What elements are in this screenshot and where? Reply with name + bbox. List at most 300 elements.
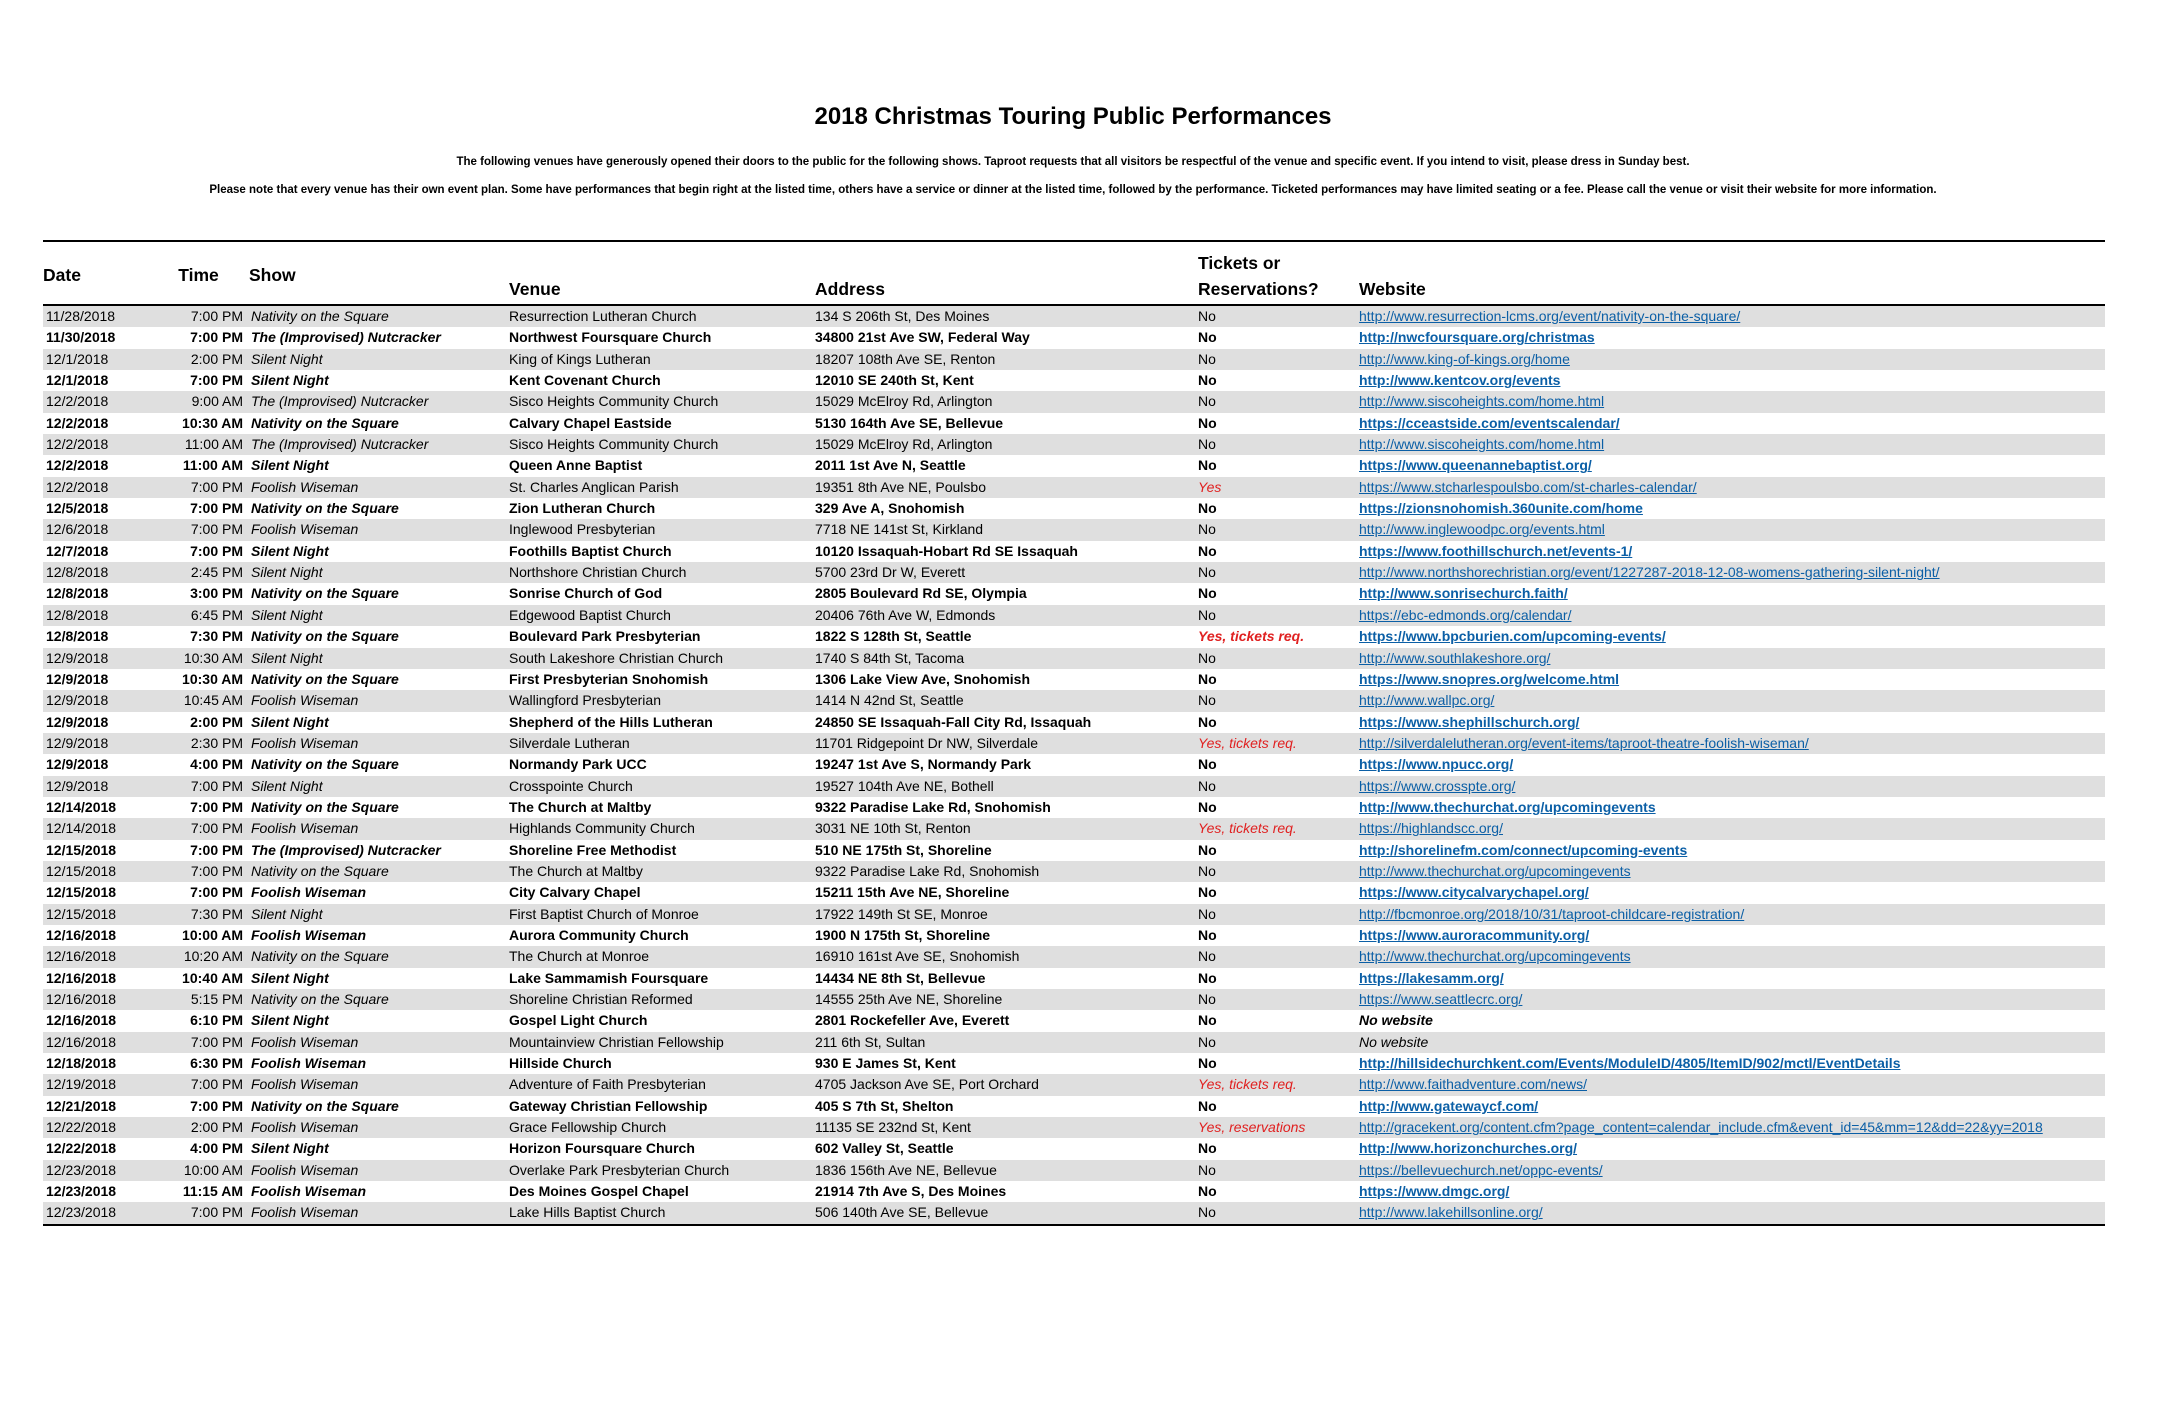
tickets-cell: No [1198, 436, 1216, 453]
tickets-cell: No [1198, 862, 1216, 879]
show-cell: Silent Night [251, 350, 323, 367]
website-link[interactable]: http://www.faithadventure.com/news/ [1359, 1076, 1587, 1093]
header-date-label: Date [43, 265, 81, 285]
show-cell: Silent Night [251, 777, 323, 794]
show-cell: Foolish Wiseman [251, 1119, 359, 1136]
address-cell: 5700 23rd Dr W, Everett [815, 564, 966, 581]
venue-cell: Lake Hills Baptist Church [509, 1204, 666, 1221]
table-row [43, 1053, 2105, 1074]
tickets-cell: No [1198, 414, 1217, 431]
venue-cell: Sonrise Church of God [509, 585, 663, 602]
website-link[interactable]: http://www.resurrection-lcms.org/event/nativity-on-the-square/ [1359, 308, 1741, 324]
show-cell: Foolish Wiseman [251, 1183, 367, 1200]
time-cell: 10:40 AM [182, 969, 243, 986]
venue-cell: The Church at Maltby [509, 798, 652, 815]
time-cell: 10:20 AM [183, 948, 243, 965]
table-row [43, 1010, 2105, 1031]
table-row [43, 690, 2105, 711]
table-row [43, 455, 2105, 476]
date-cell: 12/16/2018 [46, 969, 117, 986]
website-cell [1359, 733, 2105, 754]
website-cell [1359, 1160, 2105, 1181]
website-cell [1359, 327, 2105, 348]
website-link[interactable]: https://bellevuechurch.net/oppc-events/ [1359, 1161, 1603, 1178]
time-cell: 10:00 AM [183, 1161, 243, 1178]
header-show [249, 241, 509, 305]
venue-cell: First Presbyterian Snohomish [509, 670, 709, 687]
website-link[interactable]: https://www.seattlecrc.org/ [1359, 991, 1523, 1007]
website-link[interactable]: https://www.npucc.org/ [1359, 756, 1514, 773]
show-cell: Nativity on the Square [251, 500, 399, 517]
website-cell [1359, 861, 2105, 882]
show-cell: Nativity on the Square [251, 585, 399, 602]
date-cell: 12/15/2018 [46, 905, 117, 922]
date-cell: 12/8/2018 [46, 585, 109, 602]
tickets-cell: Yes, reservations [1198, 1119, 1306, 1136]
date-cell: 11/28/2018 [46, 308, 116, 324]
time-cell: 7:00 PM [190, 478, 243, 495]
website-cell [1359, 818, 2105, 839]
time-cell: 10:30 AM [183, 649, 243, 666]
website-link[interactable]: http://www.wallpc.org/ [1359, 692, 1495, 709]
date-cell: 12/9/2018 [46, 713, 109, 730]
venue-cell: Northwest Foursquare Church [509, 329, 712, 346]
tickets-cell: No [1198, 1097, 1217, 1114]
address-cell: 14555 25th Ave NE, Shoreline [815, 991, 1003, 1007]
time-cell: 6:10 PM [190, 1012, 243, 1029]
table-row [43, 925, 2105, 946]
date-cell: 12/8/2018 [46, 606, 109, 623]
performances-table-container [43, 240, 2105, 1226]
header-date [43, 241, 148, 305]
show-cell: Foolish Wiseman [251, 1204, 359, 1221]
table-row [43, 733, 2105, 754]
venue-cell: Boulevard Park Presbyterian [509, 628, 701, 645]
time-cell: 5:15 PM [190, 991, 243, 1007]
performances-table [43, 240, 2105, 1226]
show-cell: Nativity on the Square [251, 862, 389, 879]
website-cell [1359, 605, 2105, 626]
time-cell: 7:00 PM [190, 1033, 243, 1050]
show-cell: Foolish Wiseman [251, 1055, 367, 1072]
table-row [43, 669, 2105, 690]
website-cell [1359, 349, 2105, 370]
tickets-cell: No [1198, 905, 1216, 922]
website-cell [1359, 1138, 2105, 1159]
page-title: 2018 Christmas Touring Public Performances [814, 103, 1332, 130]
tickets-cell: No [1198, 969, 1217, 986]
address-cell: 1740 S 84th St, Tacoma [815, 649, 965, 666]
show-cell: Nativity on the Square [251, 670, 399, 687]
table-row [43, 562, 2105, 583]
address-cell: 21914 7th Ave S, Des Moines [815, 1183, 1007, 1200]
date-cell: 12/9/2018 [46, 777, 109, 794]
venue-cell: Kent Covenant Church [509, 372, 661, 389]
address-cell: 15029 McElroy Rd, Arlington [815, 393, 993, 410]
table-row [43, 968, 2105, 989]
website-link[interactable]: https://www.citycalvarychapel.org/ [1359, 884, 1589, 901]
website-link[interactable]: http://fbcmonroe.org/2018/10/31/taproot-childcare-registration/ [1359, 905, 1745, 922]
time-cell: 7:00 PM [190, 1204, 243, 1221]
time-cell: 11:00 AM [184, 436, 243, 453]
venue-cell: City Calvary Chapel [509, 884, 641, 901]
tickets-cell: No [1198, 350, 1216, 367]
table-row [43, 1202, 2105, 1224]
venue-cell: Shoreline Free Methodist [509, 841, 677, 858]
website-cell: No website [1359, 1033, 1429, 1050]
tickets-cell: Yes, tickets req. [1198, 820, 1297, 837]
time-cell: 7:30 PM [190, 905, 243, 922]
venue-cell: Horizon Foursquare Church [509, 1140, 695, 1157]
website-link[interactable]: https://highlandscc.org/ [1359, 820, 1503, 837]
address-cell: 3031 NE 10th St, Renton [815, 820, 971, 837]
venue-cell: First Baptist Church of Monroe [509, 905, 699, 922]
address-cell: 9322 Paradise Lake Rd, Snohomish [815, 862, 1040, 879]
venue-cell: Adventure of Faith Presbyterian [509, 1076, 706, 1093]
venue-cell: Shoreline Christian Reformed [509, 991, 693, 1007]
tickets-cell: No [1198, 1161, 1216, 1178]
tickets-cell: No [1198, 1033, 1216, 1050]
time-cell: 7:30 PM [190, 628, 243, 645]
website-cell [1359, 754, 2105, 775]
show-cell: Nativity on the Square [251, 991, 389, 1007]
show-cell: Foolish Wiseman [251, 478, 359, 495]
website-cell [1359, 648, 2105, 669]
website-link[interactable]: https://cceastside.com/eventscalendar/ [1359, 414, 1620, 431]
website-cell [1359, 626, 2105, 647]
address-cell: 1900 N 175th St, Shoreline [815, 926, 991, 943]
show-cell: Silent Night [251, 606, 323, 623]
show-cell: Nativity on the Square [251, 414, 399, 431]
time-cell: 2:00 PM [190, 713, 243, 730]
date-cell: 11/30/2018 [46, 329, 116, 346]
header-website-label: Website [1359, 279, 1426, 299]
website-link[interactable]: http://www.siscoheights.com/home.html [1359, 393, 1605, 410]
website-cell [1359, 925, 2105, 946]
table-row [43, 882, 2105, 903]
header-time-label: Time [178, 265, 219, 285]
table-row [43, 413, 2105, 434]
show-cell: Silent Night [251, 564, 323, 581]
tickets-cell: No [1198, 884, 1217, 901]
website-link[interactable]: http://hillsidechurchkent.com/Events/ModuleID/4805/ItemID/902/mctl/EventDetails [1359, 1055, 1901, 1072]
address-cell: 211 6th St, Sultan [815, 1033, 926, 1050]
date-cell: 12/9/2018 [46, 756, 109, 773]
header-website [1359, 241, 2105, 305]
tickets-cell: No [1198, 542, 1217, 559]
date-cell: 12/2/2018 [46, 393, 109, 410]
time-cell: 4:00 PM [190, 1140, 243, 1157]
website-link[interactable]: https://www.crosspte.org/ [1359, 777, 1516, 794]
website-cell [1359, 498, 2105, 519]
venue-cell: Sisco Heights Community Church [509, 393, 719, 410]
table-row [43, 989, 2105, 1010]
table-row [43, 605, 2105, 626]
venue-cell: Normandy Park UCC [509, 756, 647, 773]
website-cell [1359, 712, 2105, 733]
show-cell: Silent Night [251, 905, 323, 922]
website-link[interactable]: http://www.sonrisechurch.faith/ [1359, 585, 1568, 602]
table-row [43, 519, 2105, 540]
venue-cell: Edgewood Baptist Church [509, 606, 671, 623]
website-link[interactable]: http://www.southlakeshore.org/ [1359, 649, 1551, 666]
website-link[interactable]: https://lakesamm.org/ [1359, 969, 1504, 986]
website-cell: No website [1359, 1012, 1433, 1029]
website-cell [1359, 1053, 2105, 1074]
time-cell: 2:00 PM [190, 1119, 243, 1136]
tickets-cell: No [1198, 1055, 1217, 1072]
website-cell [1359, 1181, 2105, 1202]
header-address-label: Address [815, 279, 886, 299]
venue-cell: Queen Anne Baptist [509, 457, 643, 474]
table-row [43, 797, 2105, 818]
event-plan-note: Please note that every venue has their own event plan. Some have performances that begin right at the listed time, others have a service or dinner at the listed time, followed by the performance. Ticketed performances may have limited seating or a fee. Please call the venue or visit their website for more information. [209, 184, 1937, 196]
website-cell [1359, 1074, 2105, 1095]
website-link[interactable]: https://www.shephillschurch.org/ [1359, 713, 1580, 730]
address-cell: 34800 21st Ave SW, Federal Way [815, 329, 1030, 346]
date-cell: 12/9/2018 [46, 734, 109, 751]
date-cell: 12/16/2018 [46, 926, 117, 943]
show-cell: Silent Night [251, 649, 323, 666]
address-cell: 20406 76th Ave W, Edmonds [815, 606, 996, 623]
website-link[interactable]: https://zionsnohomish.360unite.com/home [1359, 500, 1643, 517]
time-cell: 10:30 AM [182, 414, 243, 431]
table-row [43, 1032, 2105, 1053]
time-cell: 7:00 PM [190, 777, 243, 794]
time-cell: 2:30 PM [190, 734, 243, 751]
tickets-cell: No [1198, 457, 1217, 474]
show-cell: Silent Night [251, 969, 329, 986]
venue-cell: Gateway Christian Fellowship [509, 1097, 708, 1114]
date-cell: 12/19/2018 [46, 1076, 117, 1093]
address-cell: 510 NE 175th St, Shoreline [815, 841, 992, 858]
website-link[interactable]: http://shorelinefm.com/connect/upcoming-events [1359, 841, 1688, 858]
website-cell [1359, 776, 2105, 797]
show-cell: Foolish Wiseman [251, 884, 367, 901]
show-cell: Foolish Wiseman [251, 521, 359, 538]
tickets-cell: No [1198, 1140, 1217, 1157]
time-cell: 2:00 PM [190, 350, 243, 367]
website-cell [1359, 882, 2105, 903]
venue-cell: Foothills Baptist Church [509, 542, 672, 559]
address-cell: 5130 164th Ave SE, Bellevue [815, 414, 1004, 431]
address-cell: 1414 N 42nd St, Seattle [815, 692, 964, 709]
address-cell: 19247 1st Ave S, Normandy Park [815, 756, 1032, 773]
tickets-cell: No [1198, 393, 1216, 410]
website-link[interactable]: http://www.king-of-kings.org/home [1359, 350, 1570, 367]
table-row [43, 434, 2105, 455]
time-cell: 3:00 PM [190, 585, 243, 602]
venue-cell: Lake Sammamish Foursquare [509, 969, 709, 986]
show-cell: Nativity on the Square [251, 628, 399, 645]
address-cell: 2011 1st Ave N, Seattle [815, 457, 966, 474]
time-cell: 6:45 PM [190, 606, 243, 623]
website-link[interactable]: http://www.thechurchat.org/upcomingevents [1359, 862, 1631, 879]
website-link[interactable]: https://www.queenannebaptist.org/ [1359, 457, 1592, 474]
website-cell [1359, 541, 2105, 562]
table-row [43, 541, 2105, 562]
website-cell [1359, 434, 2105, 455]
website-link[interactable]: http://silverdalelutheran.org/event-items/taproot-theatre-foolish-wiseman/ [1359, 734, 1809, 751]
date-cell: 12/23/2018 [46, 1204, 117, 1221]
address-cell: 134 S 206th St, Des Moines [815, 308, 990, 324]
show-cell: Nativity on the Square [251, 1097, 399, 1114]
time-cell: 7:00 PM [190, 820, 243, 837]
venue-cell: Mountainview Christian Fellowship [509, 1033, 724, 1050]
address-cell: 19351 8th Ave NE, Poulsbo [815, 478, 986, 495]
website-cell [1359, 305, 2105, 327]
show-cell: Silent Night [251, 457, 329, 474]
header-venue-label: Venue [509, 279, 561, 299]
website-cell [1359, 946, 2105, 967]
website-cell [1359, 455, 2105, 476]
address-cell: 506 140th Ave SE, Bellevue [815, 1204, 989, 1221]
time-cell: 6:30 PM [190, 1055, 243, 1072]
venue-cell: Wallingford Presbyterian [509, 692, 661, 709]
date-cell: 12/2/2018 [46, 436, 109, 453]
tickets-cell: No [1198, 713, 1217, 730]
website-cell [1359, 370, 2105, 391]
tickets-cell: No [1198, 649, 1216, 666]
address-cell: 16910 161st Ave SE, Snohomish [815, 948, 1020, 965]
address-cell: 15029 McElroy Rd, Arlington [815, 436, 993, 453]
table-row [43, 1181, 2105, 1202]
time-cell: 11:15 AM [182, 1183, 243, 1200]
website-link[interactable]: https://ebc-edmonds.org/calendar/ [1359, 606, 1572, 623]
time-cell: 10:30 AM [182, 670, 243, 687]
table-row [43, 904, 2105, 925]
table-row [43, 1160, 2105, 1181]
table-header-row [43, 241, 2105, 305]
tickets-cell: No [1198, 564, 1216, 581]
website-link[interactable]: https://www.foothillschurch.net/events-1/ [1359, 542, 1633, 559]
header-tickets-label-2: Reservations? [1198, 279, 1319, 299]
table-row [43, 840, 2105, 861]
date-cell: 12/6/2018 [46, 521, 109, 538]
show-cell: Nativity on the Square [251, 308, 389, 324]
website-link[interactable]: http://www.siscoheights.com/home.html [1359, 436, 1605, 453]
address-cell: 1306 Lake View Ave, Snohomish [815, 670, 1031, 687]
show-cell: Foolish Wiseman [251, 692, 359, 709]
show-cell: Nativity on the Square [251, 756, 399, 773]
venue-cell: Grace Fellowship Church [509, 1119, 667, 1136]
show-cell: Foolish Wiseman [251, 820, 359, 837]
website-cell [1359, 690, 2105, 711]
address-cell: 12010 SE 240th St, Kent [815, 372, 974, 389]
time-cell: 10:45 AM [183, 692, 243, 709]
website-link[interactable]: http://www.gatewaycf.com/ [1359, 1097, 1539, 1114]
address-cell: 14434 NE 8th St, Bellevue [815, 969, 986, 986]
address-cell: 1836 156th Ave NE, Bellevue [815, 1161, 997, 1178]
tickets-cell: Yes, tickets req. [1198, 628, 1305, 645]
date-cell: 12/21/2018 [46, 1097, 117, 1114]
date-cell: 12/18/2018 [46, 1055, 117, 1072]
tickets-cell: No [1198, 585, 1217, 602]
intro-note: The following venues have generously opened their doors to the public for the following shows. Taproot requests that all visitors be respectful of the venue and specific event. If you intend to visit, please dress in Sunday best. [456, 156, 1690, 168]
tickets-cell: No [1198, 756, 1217, 773]
time-cell: 7:00 PM [190, 521, 243, 538]
show-cell: Foolish Wiseman [251, 1033, 359, 1050]
tickets-cell: No [1198, 308, 1216, 324]
time-cell: 7:00 PM [190, 1097, 243, 1114]
tickets-cell: No [1198, 1183, 1217, 1200]
time-cell: 7:00 PM [190, 862, 243, 879]
website-link[interactable]: https://www.bpcburien.com/upcoming-events/ [1359, 628, 1666, 645]
date-cell: 12/16/2018 [46, 991, 117, 1007]
show-cell: The (Improvised) Nutcracker [251, 841, 441, 858]
address-cell: 24850 SE Issaquah-Fall City Rd, Issaquah [815, 713, 1092, 730]
website-cell [1359, 840, 2105, 861]
address-cell: 329 Ave A, Snohomish [815, 500, 965, 517]
website-link[interactable]: http://nwcfoursquare.org/christmas [1359, 329, 1595, 346]
date-cell: 12/8/2018 [46, 628, 109, 645]
venue-cell: Aurora Community Church [509, 926, 689, 943]
address-cell: 19527 104th Ave NE, Bothell [815, 777, 994, 794]
website-link[interactable]: https://www.dmgc.org/ [1359, 1183, 1510, 1200]
website-link[interactable]: http://www.thechurchat.org/upcomingevents [1359, 948, 1631, 965]
table-row [43, 648, 2105, 669]
website-link[interactable]: http://gracekent.org/content.cfm?page_content=calendar_include.cfm&event_id=45&mm=12&dd=22&yy=2018 [1359, 1119, 2043, 1136]
date-cell: 12/23/2018 [46, 1161, 117, 1178]
tickets-cell: No [1198, 777, 1216, 794]
table-row [43, 1096, 2105, 1117]
website-cell [1359, 1117, 2105, 1138]
time-cell: 7:00 PM [190, 500, 243, 517]
website-link[interactable]: http://www.thechurchat.org/upcomingevents [1359, 798, 1656, 815]
date-cell: 12/16/2018 [46, 1033, 117, 1050]
table-row [43, 349, 2105, 370]
show-cell: The (Improvised) Nutcracker [251, 393, 429, 410]
time-cell: 11:00 AM [182, 457, 243, 474]
table-row [43, 477, 2105, 498]
website-link[interactable]: https://www.snopres.org/welcome.html [1359, 670, 1620, 687]
time-cell: 7:00 PM [190, 372, 243, 389]
address-cell: 11701 Ridgepoint Dr NW, Silverdale [815, 734, 1039, 751]
table-row [43, 583, 2105, 604]
date-cell: 12/15/2018 [46, 884, 117, 901]
website-cell [1359, 669, 2105, 690]
show-cell: Silent Night [251, 372, 329, 389]
address-cell: 2805 Boulevard Rd SE, Olympia [815, 585, 1027, 602]
tickets-cell: No [1198, 948, 1216, 965]
table-body [43, 305, 2105, 1225]
date-cell: 12/2/2018 [46, 478, 109, 495]
date-cell: 12/8/2018 [46, 564, 109, 581]
website-link[interactable]: https://www.stcharlespoulsbo.com/st-charles-calendar/ [1359, 478, 1697, 495]
show-cell: Foolish Wiseman [251, 1076, 359, 1093]
show-cell: Foolish Wiseman [251, 1161, 359, 1178]
show-cell: The (Improvised) Nutcracker [251, 436, 429, 453]
website-link[interactable]: https://www.auroracommunity.org/ [1359, 926, 1590, 943]
website-link[interactable]: http://www.horizonchurches.org/ [1359, 1140, 1578, 1157]
show-cell: Silent Night [251, 1140, 329, 1157]
venue-cell: Hillside Church [509, 1055, 612, 1072]
table-row [43, 327, 2105, 348]
time-cell: 7:00 PM [190, 884, 243, 901]
website-link[interactable]: http://www.kentcov.org/events [1359, 372, 1561, 389]
website-link[interactable]: http://www.northshorechristian.org/event/1227287-2018-12-08-womens-gathering-silent-night/ [1359, 564, 1940, 581]
venue-cell: Inglewood Presbyterian [509, 521, 656, 538]
time-cell: 7:00 PM [190, 841, 243, 858]
website-link[interactable]: http://www.inglewoodpc.org/events.html [1359, 521, 1605, 538]
tickets-cell: No [1198, 606, 1216, 623]
address-cell: 18207 108th Ave SE, Renton [815, 350, 996, 367]
website-link[interactable]: http://www.lakehillsonline.org/ [1359, 1204, 1543, 1221]
time-cell: 4:00 PM [190, 756, 243, 773]
venue-cell: Shepherd of the Hills Lutheran [509, 713, 713, 730]
address-cell: 1822 S 128th St, Seattle [815, 628, 972, 645]
address-cell: 602 Valley St, Seattle [815, 1140, 954, 1157]
